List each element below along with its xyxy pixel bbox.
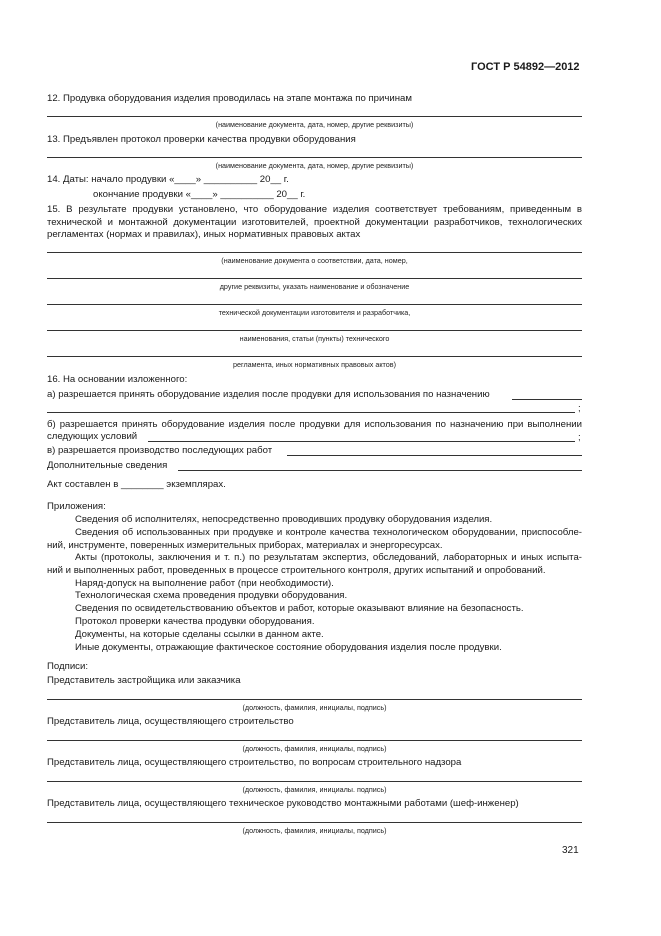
appendix-item: Сведения об исполнителях, непосредственно проводивших продувку оборудования изделия. xyxy=(75,514,493,525)
page-number: 321 xyxy=(562,845,579,856)
fill-line xyxy=(47,278,582,279)
signature-line xyxy=(47,781,582,782)
semicolon: ; xyxy=(578,432,581,443)
section-12-text: 12. Продувка оборудования изделия проводилась на этапе монтажа по причинам xyxy=(47,93,412,104)
section-16-heading: 16. На основании изложенного: xyxy=(47,374,188,385)
document-code: ГОСТ Р 54892—2012 xyxy=(471,61,580,73)
fill-line xyxy=(47,330,582,331)
appendix-item: Акты (протоколы, заключения и т. п.) по результатам экспертиз, обследований, лабораторных и иных испыта- xyxy=(75,552,582,563)
appendix-title: Приложения: xyxy=(47,501,106,512)
fill-line xyxy=(47,157,582,158)
section-15-caption-2: другие реквизиты, указать наименование и обозначение xyxy=(219,282,410,291)
fill-line xyxy=(178,470,582,471)
section-15-caption-3: технической документации изготовителя и разработчика, xyxy=(218,308,411,317)
appendix-item: Наряд-допуск на выполнение работ (при необходимости). xyxy=(75,578,334,589)
section-15-caption-5: регламента, иных нормативных правовых актов) xyxy=(233,360,396,369)
appendix-item: Сведения по освидетельствованию объектов и работ, которые оказывают влияние на безопасность. xyxy=(75,603,524,614)
fill-line xyxy=(47,116,582,117)
section-14-end-date: окончание продувки «____» __________ 20__ г. xyxy=(93,189,306,200)
signature-caption: (должность, фамилия, инициалы, подпись) xyxy=(242,744,387,753)
section-16-v: в) разрешается производство последующих работ xyxy=(47,445,273,456)
signature-line xyxy=(47,822,582,823)
fill-line xyxy=(47,252,582,253)
section-14-start-date: 14. Даты: начало продувки «____» __________ 20__ г. xyxy=(47,174,289,185)
appendix-item: Иные документы, отражающие фактическое состояние оборудования изделия после продувки. xyxy=(75,642,502,653)
fill-line xyxy=(47,356,582,357)
fill-line xyxy=(148,441,575,442)
section-15-caption-1: (наименование документа о соответствии, дата, номер, xyxy=(221,256,408,265)
section-16-a: а) разрешается принять оборудование изделия после продувки для использования по назначению xyxy=(47,389,490,400)
section-13-text: 13. Предъявлен протокол проверки качества продувки оборудования xyxy=(47,134,356,145)
appendix-item: Документы, на которые сделаны ссылки в данном акте. xyxy=(75,629,324,640)
fill-line xyxy=(512,399,582,400)
signature-caption: (должность, фамилия, инициалы. подпись) xyxy=(242,785,387,794)
signature-role: Представитель лица, осуществляющего строительство, по вопросам строительного надзора xyxy=(47,757,462,768)
section-15-line-3: регламентах (нормах и правилах), иных нормативных правовых актах xyxy=(47,229,361,240)
section-15-line-2: технической и монтажной документации изготовителей, проектной документации разработчиков, технологических xyxy=(47,217,582,228)
section-13-caption: (наименование документа, дата, номер, другие реквизиты) xyxy=(215,161,414,170)
act-copies: Акт составлен в ________ экземплярах. xyxy=(47,479,226,490)
appendix-item: Протокол проверки качества продувки оборудования. xyxy=(75,616,315,627)
fill-line xyxy=(47,412,575,413)
appendix-item: Сведения об использованных при продувке и контроле качества технологическом оборудовании, приспособле- xyxy=(75,527,582,538)
section-15-line-1: 15. В результате продувки установлено, что оборудование изделия соответствует требованиям, приведенным в xyxy=(47,204,582,215)
signature-line xyxy=(47,740,582,741)
signature-line xyxy=(47,699,582,700)
signature-role: Представитель лица, осуществляющего строительство xyxy=(47,716,294,727)
section-12-caption: (наименование документа, дата, номер, другие реквизиты) xyxy=(215,120,414,129)
section-15-caption-4: наименования, статьи (пункты) технического xyxy=(239,334,390,343)
section-16-b-line-2: следующих условий xyxy=(47,431,138,442)
appendix-item: Технологическая схема проведения продувки оборудования. xyxy=(75,590,348,601)
semicolon: ; xyxy=(578,403,581,414)
additional-info-label: Дополнительные сведения xyxy=(47,460,168,471)
signature-caption: (должность, фамилия, инициалы, подпись) xyxy=(242,826,387,835)
fill-line xyxy=(47,304,582,305)
section-16-b-line-1: б) разрешается принять оборудование изделия после продувки для использования по назначению при выполнении xyxy=(47,419,582,430)
appendix-item: ний и выполненных работ, проведенных в процессе строительного контроля, других испытаний и опробований. xyxy=(47,565,546,576)
signature-caption: (должность, фамилия, инициалы, подпись) xyxy=(242,703,387,712)
appendix-item: ний, инструменте, поверенных измерительных приборах, материалах и энергоресурсах. xyxy=(47,540,443,551)
fill-line xyxy=(287,455,582,456)
signatures-title: Подписи: xyxy=(47,661,88,672)
signature-role: Представитель застройщика или заказчика xyxy=(47,675,241,686)
signature-role: Представитель лица, осуществляющего техническое руководство монтажными работами (шеф-инженер) xyxy=(47,798,519,809)
